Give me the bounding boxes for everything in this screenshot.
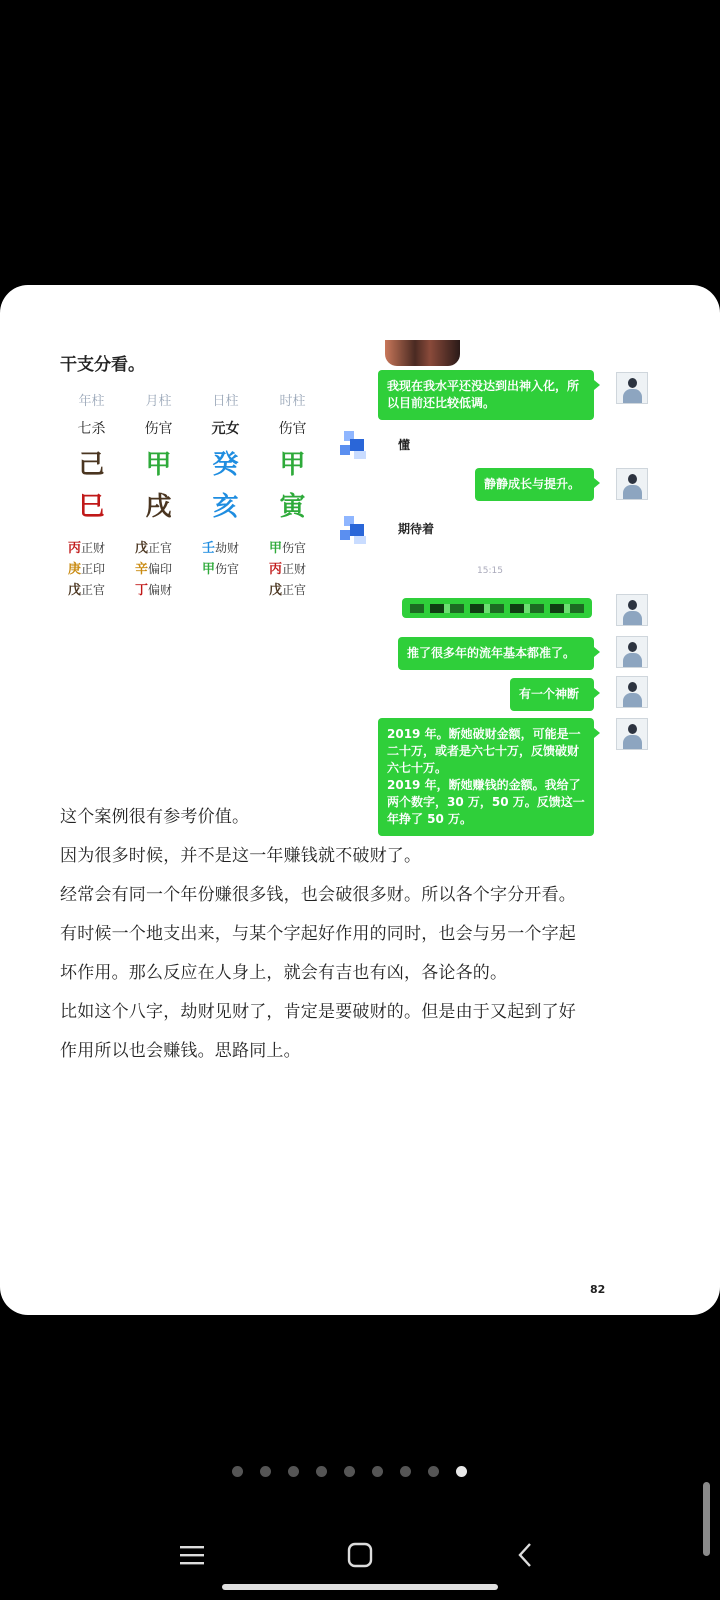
hidden-stem: [135, 559, 192, 580]
hidden-stem: [269, 580, 326, 601]
ten-god: 元女: [211, 421, 240, 437]
paragraph-line: 因为很多时候，并不是这一年赚钱就不破财了。: [60, 846, 422, 866]
page-number: 82: [590, 1283, 606, 1296]
pillar-label-row: [58, 390, 328, 414]
heavenly-stem: 甲: [279, 450, 306, 480]
page-dot[interactable]: [428, 1466, 439, 1477]
hidden-stem-god: 正财: [81, 541, 106, 555]
hidden-stem-char: 戊: [269, 583, 283, 598]
heavenly-stem: 己: [78, 450, 105, 480]
pillar-label: 时柱: [279, 394, 306, 409]
hidden-stem-god: 正官: [81, 583, 106, 597]
hidden-stem: [68, 538, 125, 559]
bazi-chart: [58, 390, 328, 601]
ten-god: 伤官: [278, 421, 307, 437]
paragraph-line: 这个案例很有参考价值。: [60, 807, 250, 827]
home-button[interactable]: [340, 1535, 380, 1575]
hidden-stem: [269, 559, 326, 580]
hidden-stem-god: 偏印: [148, 562, 173, 576]
hidden-stem-god: 伤官: [215, 562, 240, 576]
paragraph-line: 坏作用。那么反应在人身上，就会有吉也有凶，各论各的。: [60, 963, 508, 983]
chat-bubble-outgoing: 推了很多年的流年基本都准了。: [398, 637, 594, 670]
avatar-self: [616, 594, 648, 626]
hidden-stem-char: 壬: [202, 541, 216, 556]
chat-bubble-outgoing: 2019 年。断她破财金额，可能是一二十万，或者是六七十万，反馈破财六七十万。 2019 年，断她赚钱的金额。我给了两个数字，30 万，50 万。反馈这一年挣了 50 万。: [378, 718, 594, 836]
avatar-contact: [340, 512, 370, 548]
hidden-stem: [68, 559, 125, 580]
hidden-stem-char: 丁: [135, 583, 149, 598]
earthly-branch: 亥: [212, 492, 239, 522]
menu-button[interactable]: [172, 1535, 212, 1575]
hidden-stem: [269, 538, 326, 559]
section-heading: 干支分看。: [60, 355, 145, 375]
avatar-self: [616, 468, 648, 500]
earthly-branch: 戌: [145, 492, 172, 522]
earthly-branch: 寅: [279, 492, 306, 522]
hidden-stem: [135, 538, 192, 559]
hidden-stem: [202, 538, 259, 559]
paragraph-line: 有时候一个地支出来，与某个字起好作用的同时，也会与另一个字起: [60, 924, 576, 944]
hidden-stem-god: 正印: [81, 562, 106, 576]
chat-bubble-outgoing: 有一个神断: [510, 678, 594, 711]
hidden-stem-column: [125, 538, 192, 601]
heavenly-stem-row: [58, 444, 328, 486]
hidden-stem: [202, 559, 259, 580]
avatar-contact: [340, 427, 370, 463]
page-dot-active[interactable]: [456, 1466, 467, 1477]
chat-bubble-outgoing: 我现在我水平还没达到出神入化，所以目前还比较低调。: [378, 370, 594, 420]
chat-message-incoming: 懂: [398, 438, 411, 452]
body-paragraphs: [60, 798, 660, 1071]
hidden-stem-god: 伤官: [282, 541, 307, 555]
gesture-home-bar[interactable]: [222, 1584, 498, 1590]
hidden-stem: [135, 580, 192, 601]
page-dot[interactable]: [400, 1466, 411, 1477]
earthly-branch: 巳: [78, 492, 105, 522]
heavenly-stem: 癸: [212, 450, 239, 480]
chat-bubble-outgoing: 静静成长与提升。: [475, 468, 594, 501]
pillar-label: 月柱: [145, 394, 172, 409]
avatar-self: [616, 636, 648, 668]
menu-icon: [178, 1543, 206, 1567]
home-icon: [346, 1541, 374, 1569]
page-dot[interactable]: [260, 1466, 271, 1477]
back-icon: [515, 1541, 535, 1569]
hidden-stem-god: 正官: [282, 583, 307, 597]
ten-god-row: [58, 414, 328, 444]
hidden-stem-char: 戊: [68, 583, 82, 598]
hidden-stem: [68, 580, 125, 601]
ten-god: 七杀: [77, 421, 106, 437]
hidden-stem-god: 正官: [148, 541, 173, 555]
back-button[interactable]: [505, 1535, 545, 1575]
navigation-bar: [0, 1525, 720, 1585]
chat-message-incoming: 期待着: [398, 522, 435, 536]
photo-fragment: [385, 340, 460, 366]
hidden-stem-char: 辛: [135, 562, 149, 577]
hidden-stem-god: 偏财: [148, 583, 173, 597]
avatar-self: [616, 718, 648, 750]
avatar-self: [616, 372, 648, 404]
avatar-self: [616, 676, 648, 708]
pillar-label: 年柱: [78, 394, 105, 409]
heavenly-stem: 甲: [145, 450, 172, 480]
paragraph-line: 作用所以也会赚钱。思路同上。: [60, 1041, 301, 1061]
hidden-stem-char: 甲: [269, 541, 283, 556]
hidden-stem-row: [58, 538, 328, 601]
ten-god: 伤官: [144, 421, 173, 437]
page-dot[interactable]: [316, 1466, 327, 1477]
hidden-stem-column: [58, 538, 125, 601]
hidden-stem-char: 丙: [269, 562, 283, 577]
hidden-stem-god: 劫财: [215, 541, 240, 555]
page-dot[interactable]: [344, 1466, 355, 1477]
earthly-branch-row: [58, 486, 328, 528]
page-dot[interactable]: [288, 1466, 299, 1477]
paragraph-line: 比如这个八字，劫财见财了，肯定是要破财的。但是由于又起到了好: [60, 1002, 576, 1022]
hidden-stem-char: 庚: [68, 562, 82, 577]
pillar-label: 日柱: [212, 394, 239, 409]
redacted-text: [410, 604, 585, 613]
page-indicator[interactable]: [232, 1466, 467, 1477]
paragraph-line: 经常会有同一个年份赚很多钱，也会破很多财。所以各个字分开看。: [60, 885, 576, 905]
page-dot[interactable]: [372, 1466, 383, 1477]
chat-screenshot: [340, 340, 650, 840]
hidden-stem-column: [192, 538, 259, 601]
hidden-stem-god: 正财: [282, 562, 307, 576]
hidden-stem-column: [259, 538, 326, 601]
chat-timestamp: 15:15: [477, 566, 503, 576]
hidden-stem-char: 甲: [202, 562, 216, 577]
page-dot[interactable]: [232, 1466, 243, 1477]
hidden-stem-char: 丙: [68, 541, 82, 556]
hidden-stem-char: 戊: [135, 541, 149, 556]
